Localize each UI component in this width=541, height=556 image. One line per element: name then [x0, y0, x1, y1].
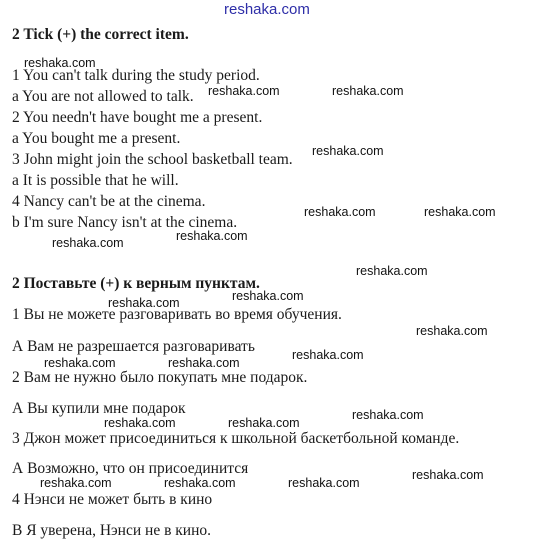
watermark: reshaka.com — [332, 84, 404, 98]
watermark: reshaka.com — [176, 229, 248, 243]
watermark: reshaka.com — [164, 476, 236, 490]
watermark: reshaka.com — [412, 468, 484, 482]
exercise-line-ru: А Вам не разрешается разговаривать — [12, 338, 255, 355]
exercise-heading-ru: 2 Поставьте (+) к верным пунктам. — [12, 275, 260, 292]
watermark-top: reshaka.com — [224, 1, 310, 18]
watermark: reshaka.com — [356, 264, 428, 278]
exercise-line-en: 1 You can't talk during the study period. — [12, 67, 260, 84]
exercise-line-ru: А Вы купили мне подарок — [12, 400, 186, 417]
exercise-line-ru: 3 Джон может присоединиться к школьной баскетбольной команде. — [12, 430, 460, 447]
watermark: reshaka.com — [232, 289, 304, 303]
watermark: reshaka.com — [24, 56, 96, 70]
exercise-line-ru: А Возможно, что он присоединится — [12, 460, 249, 477]
watermark: reshaka.com — [292, 348, 364, 362]
exercise-heading-en: 2 Tick (+) the correct item. — [12, 26, 189, 43]
exercise-line-ru: 1 Вы не можете разговаривать во время обучения. — [12, 306, 342, 323]
exercise-line-en: a It is possible that he will. — [12, 172, 179, 189]
watermark: reshaka.com — [228, 416, 300, 430]
watermark: reshaka.com — [44, 356, 116, 370]
exercise-line-ru: 4 Нэнси не может быть в кино — [12, 491, 213, 508]
watermark: reshaka.com — [312, 144, 384, 158]
watermark: reshaka.com — [288, 476, 360, 490]
watermark: reshaka.com — [304, 205, 376, 219]
watermark: reshaka.com — [40, 476, 112, 490]
watermark: reshaka.com — [168, 356, 240, 370]
exercise-line-ru: В Я уверена, Нэнси не в кино. — [12, 522, 212, 539]
watermark: reshaka.com — [424, 205, 496, 219]
exercise-line-en: 2 You needn't have bought me a present. — [12, 109, 263, 126]
exercise-line-en: b I'm sure Nancy isn't at the cinema. — [12, 214, 238, 231]
watermark: reshaka.com — [108, 296, 180, 310]
exercise-line-en: a You bought me a present. — [12, 130, 181, 147]
watermark: reshaka.com — [416, 324, 488, 338]
exercise-line-ru: 2 Вам не нужно было покупать мне подарок. — [12, 369, 308, 386]
exercise-line-en: a You are not allowed to talk. — [12, 88, 194, 105]
watermark: reshaka.com — [104, 416, 176, 430]
watermark: reshaka.com — [352, 408, 424, 422]
exercise-line-en: 3 John might join the school basketball team. — [12, 151, 293, 168]
exercise-line-en: 4 Nancy can't be at the cinema. — [12, 193, 206, 210]
watermark: reshaka.com — [52, 236, 124, 250]
watermark: reshaka.com — [208, 84, 280, 98]
